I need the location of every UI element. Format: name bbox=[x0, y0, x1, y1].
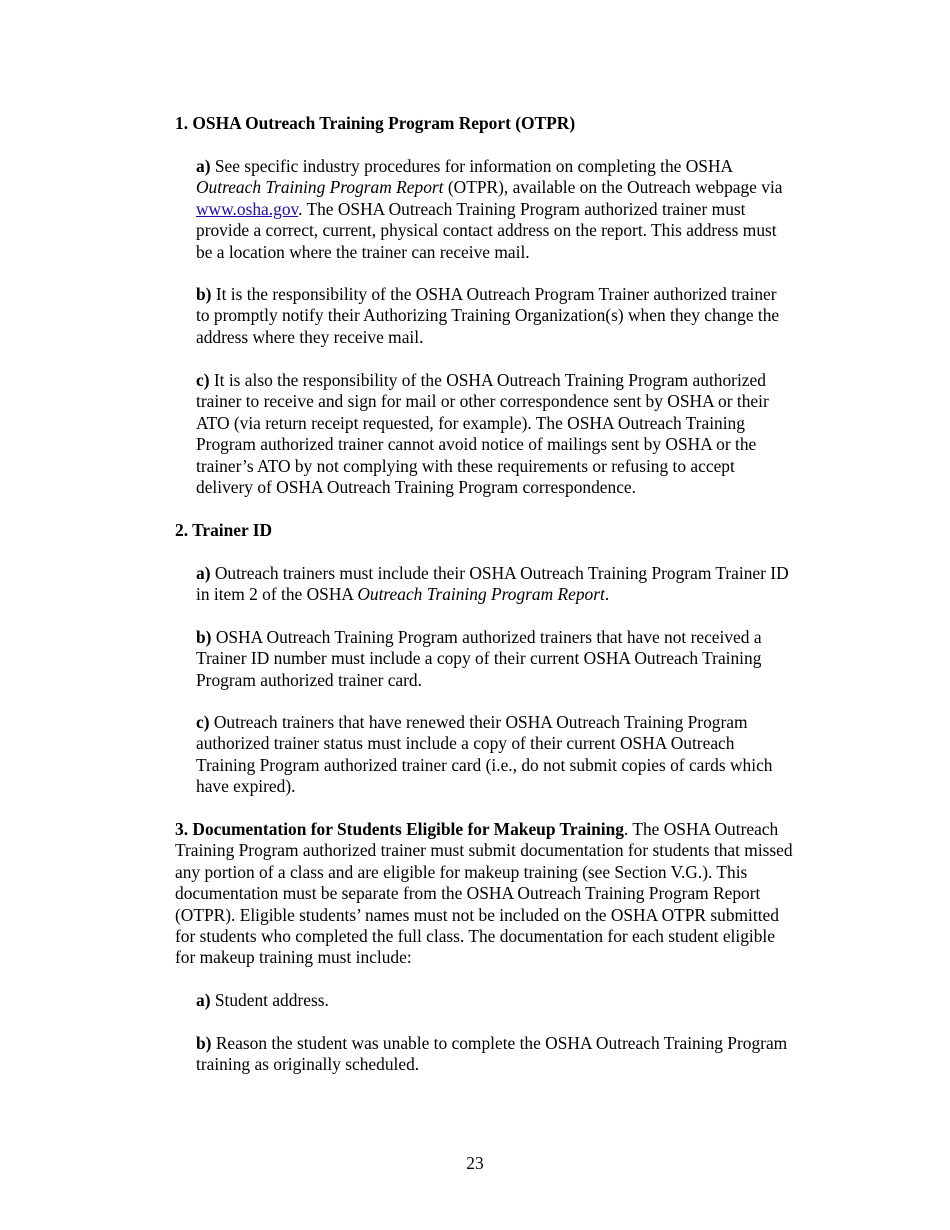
item-label: a) bbox=[196, 563, 211, 583]
section-1b-paragraph: b) It is the responsibility of the OSHA Outreach Program Trainer authorized trainer to promptly notify their Authorizing Training Organization(s) when they change the address where they receive mail. bbox=[196, 284, 780, 347]
item-label: b) bbox=[196, 1033, 212, 1053]
section-1a-paragraph: a) See specific industry procedures for information on completing the OSHA Outreach Training Program Report (OTPR), available on the Outreach webpage via www.osha.gov. The OSHA Outreach Training Program authorized trainer must provide a correct, current, physical contact address on the report. This address must be a location where the trainer can receive mail. bbox=[196, 156, 783, 262]
item-label: a) bbox=[196, 990, 211, 1010]
item-label: b) bbox=[196, 284, 212, 304]
osha-website-link[interactable]: www.osha.gov bbox=[196, 198, 299, 219]
item-label: c) bbox=[196, 712, 210, 732]
section-2-heading: 2. Trainer ID bbox=[175, 520, 273, 540]
section-3-heading: 3. Documentation for Students Eligible for Makeup Training bbox=[175, 819, 624, 839]
section-2a-paragraph: a) Outreach trainers must include their OSHA Outreach Training Program Trainer ID in item 2 of the OSHA Outreach Training Program Report. bbox=[196, 563, 789, 605]
item-label: b) bbox=[196, 627, 212, 647]
section-3b-paragraph: b) Reason the student was unable to complete the OSHA Outreach Training Program training as originally scheduled. bbox=[196, 1033, 788, 1075]
section-2b-paragraph: b) OSHA Outreach Training Program authorized trainers that have not received a Trainer ID number must include a copy of their current OSHA Outreach Training Program authorized trainer card. bbox=[196, 627, 762, 690]
section-2c-paragraph: c) Outreach trainers that have renewed their OSHA Outreach Training Program authorized trainer status must include a copy of their current OSHA Outreach Training Program authorized trainer card (i.e., do not submit copies of cards which have expired). bbox=[196, 712, 773, 797]
page-number: 23 bbox=[466, 1153, 484, 1173]
item-label: a) bbox=[196, 156, 211, 176]
section-1-heading: 1. OSHA Outreach Training Program Report (OTPR) bbox=[175, 113, 576, 133]
section-1c-paragraph: c) It is also the responsibility of the OSHA Outreach Training Program authorized trainer to receive and sign for mail or other correspondence sent by OSHA or their ATO (via return receipt requested, for example). The OSHA Outreach Training Program authorized trainer cannot avoid notice of mailings sent by OSHA or the trainer’s ATO by not complying with these requirements or refusing to accept delivery of OSHA Outreach Training Program correspondence. bbox=[196, 370, 769, 498]
section-3-paragraph: 3. Documentation for Students Eligible for Makeup Training. The OSHA Outreach Training Program authorized trainer must submit documentation for students that missed any portion of a class and are eligible for makeup training (see Section V.G.). This documentation must be separate from the OSHA Outreach Training Program Report (OTPR). Eligible students’ names must not be included on the OSHA OTPR submitted for students who completed the full class. The documentation for each student eligible for makeup training must include: bbox=[175, 819, 793, 968]
item-label: c) bbox=[196, 370, 210, 390]
section-3a-paragraph: a) Student address. bbox=[196, 990, 329, 1010]
